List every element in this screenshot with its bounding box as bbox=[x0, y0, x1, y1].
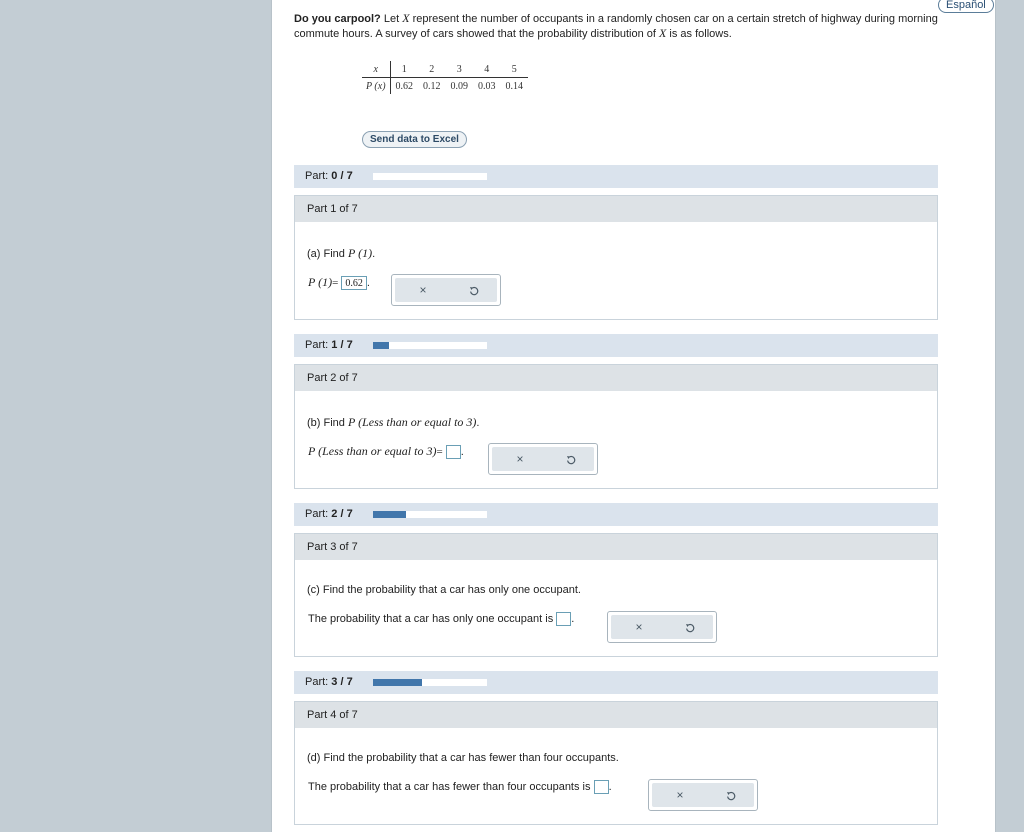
question-text: (d) Find the probability that a car has fewer than four occupants. bbox=[307, 752, 619, 764]
x-value: 4 bbox=[473, 61, 501, 78]
send-to-excel-button[interactable]: Send data to Excel bbox=[362, 131, 467, 148]
progress-fill bbox=[373, 511, 406, 518]
progress-fill bbox=[373, 342, 389, 349]
p-value: 0.03 bbox=[478, 81, 496, 92]
part-progress: Part: 3 / 7 bbox=[294, 671, 938, 694]
part-1-panel bbox=[294, 195, 938, 320]
language-toggle-button[interactable]: Español bbox=[938, 0, 994, 13]
answer-input[interactable] bbox=[594, 780, 609, 794]
answer-row: The probability that a car has only one occupant is . bbox=[308, 612, 575, 625]
answer-tools bbox=[648, 779, 758, 811]
part-3-panel bbox=[294, 533, 938, 657]
probability-distribution-table bbox=[362, 61, 528, 94]
x-icon[interactable]: × bbox=[419, 283, 427, 297]
answer-row: The probability that a car has fewer than four occupants is . bbox=[308, 780, 612, 793]
answer-row: P (1)= 0.62 . bbox=[308, 275, 370, 290]
undo-icon[interactable] bbox=[675, 615, 705, 639]
undo-icon[interactable] bbox=[459, 278, 489, 302]
part-header: Part 3 of 7 bbox=[295, 534, 937, 560]
part-4-panel bbox=[294, 701, 938, 825]
x-header: x bbox=[362, 61, 390, 78]
x-value: 1 bbox=[390, 61, 418, 78]
answer-tools bbox=[607, 611, 717, 643]
x-value: 5 bbox=[501, 61, 529, 78]
part-progress: Part: 1 / 7 bbox=[294, 334, 938, 357]
p-value: 0.12 bbox=[423, 81, 441, 92]
question-text: (a) Find P (1). bbox=[307, 246, 376, 260]
problem-lead: Do you carpool? bbox=[294, 13, 381, 25]
x-value: 3 bbox=[446, 61, 474, 78]
undo-icon[interactable] bbox=[716, 783, 746, 807]
answer-input[interactable] bbox=[446, 445, 461, 459]
answer-input[interactable]: 0.62 bbox=[341, 276, 367, 290]
p-value: 0.14 bbox=[505, 81, 524, 92]
progress-track bbox=[373, 173, 487, 180]
p-value: 0.62 bbox=[395, 81, 414, 92]
question-text: (c) Find the probability that a car has only one occupant. bbox=[307, 584, 581, 596]
part-progress: Part: 2 / 7 bbox=[294, 503, 938, 526]
answer-row: P (Less than or equal to 3)= . bbox=[308, 444, 464, 458]
part-2-panel bbox=[294, 364, 938, 489]
progress-track bbox=[373, 342, 487, 349]
part-progress: Part: 0 / 7 bbox=[294, 165, 938, 188]
question-text: (b) Find P (Less than or equal to 3). bbox=[307, 415, 480, 429]
p-value: 0.09 bbox=[450, 81, 469, 92]
progress-fill bbox=[373, 679, 422, 686]
x-value: 2 bbox=[418, 61, 446, 78]
x-icon[interactable]: × bbox=[676, 788, 684, 802]
part-header: Part 2 of 7 bbox=[295, 365, 937, 391]
problem-statement: Do you carpool? Let X represent the number of occupants in a randomly chosen car on a certain stretch of highway during morning commute hours. A survey of cars showed that the probability distribution of X is as follows. bbox=[294, 11, 938, 40]
part-header: Part 4 of 7 bbox=[295, 702, 937, 728]
x-icon[interactable]: × bbox=[635, 620, 643, 634]
part-header: Part 1 of 7 bbox=[295, 196, 937, 222]
answer-tools bbox=[488, 443, 598, 475]
undo-icon[interactable] bbox=[556, 447, 586, 471]
answer-input[interactable] bbox=[556, 612, 571, 626]
progress-track bbox=[373, 511, 487, 518]
answer-tools bbox=[391, 274, 501, 306]
progress-track bbox=[373, 679, 487, 686]
px-header: P (x) bbox=[362, 78, 390, 95]
x-icon[interactable]: × bbox=[516, 452, 524, 466]
